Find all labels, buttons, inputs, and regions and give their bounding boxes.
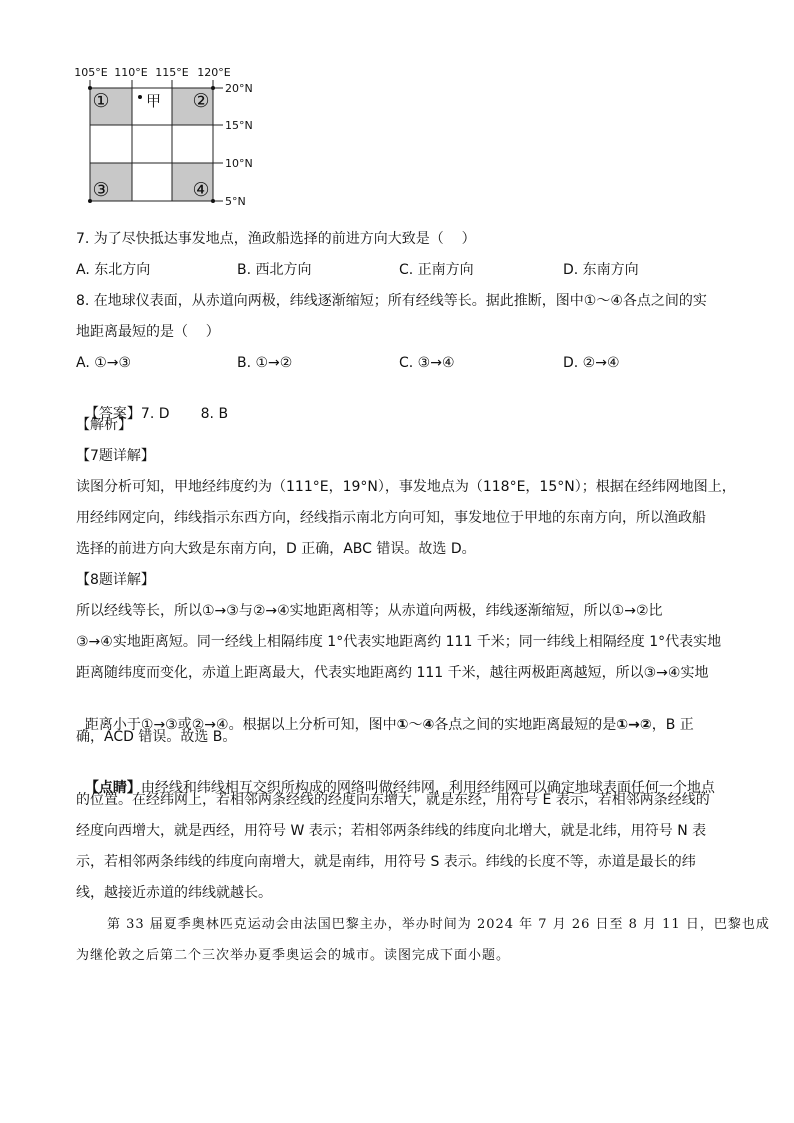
lon-label-105: 105°E bbox=[74, 66, 108, 79]
point-jia-dot bbox=[138, 95, 142, 99]
tip-label: 【点睛】 bbox=[84, 780, 141, 796]
intro-line-2: 为继伦敦之后第二个三次举办夏季奥运会的城市。读图完成下面小题。 bbox=[76, 948, 511, 963]
latitude-labels bbox=[225, 82, 253, 208]
tip-line-5: 线，越接近赤道的纬线就越长。 bbox=[76, 885, 272, 901]
d8-title: 【8题详解】 bbox=[76, 572, 155, 588]
d8-line-4 bbox=[76, 695, 694, 733]
lat-label-10: 10°N bbox=[225, 157, 253, 170]
d8-line-4-bold: ① bbox=[396, 717, 409, 733]
d8-line-4-text: 各点之间的实地距离最短的是 bbox=[434, 717, 617, 733]
tip-line-1 bbox=[76, 758, 715, 796]
d8-line-2: ③→④实地距离短。同一经线上相隔纬度 1°代表实地距离约 111 千米；同一纬线上相隔经度 1°代表实地 bbox=[76, 634, 722, 650]
corner-dot bbox=[211, 199, 215, 203]
tip-line-4: 示，若相邻两条纬线的纬度向南增大，就是南纬，用符号 S 表示。纬线的长度不等，赤道是最长的纬 bbox=[76, 854, 696, 870]
cell-label-3: ③ bbox=[92, 179, 110, 201]
lon-label-115: 115°E bbox=[155, 66, 189, 79]
d7-line-3: 选择的前进方向大致是东南方向，D 正确，ABC 错误。故选 D。 bbox=[76, 541, 476, 557]
d7-title: 【7题详解】 bbox=[76, 448, 155, 464]
lon-label-120: 120°E bbox=[197, 66, 231, 79]
answer-line bbox=[76, 384, 229, 422]
q8-option-d[interactable]: D. ②→④ bbox=[563, 355, 620, 371]
lat-label-15: 15°N bbox=[225, 119, 253, 132]
d8-line-4-bold: ④ bbox=[422, 717, 435, 733]
d7-line-2: 用经纬网定向，纬线指示东西方向，经线指示南北方向可知，事发地位于甲地的东南方向，所以渔政船 bbox=[76, 510, 706, 526]
longitude-labels bbox=[74, 66, 230, 79]
d8-line-1: 所以经线等长，所以①→③与②→④实地距离相等；从赤道向两极，纬线逐渐缩短，所以①→②比 bbox=[76, 603, 663, 619]
q8-option-c[interactable]: C. ③→④ bbox=[399, 355, 455, 371]
lat-label-5: 5°N bbox=[225, 195, 246, 208]
q7-option-d[interactable]: D. 东南方向 bbox=[563, 262, 639, 278]
d8-line-3: 距离随纬度而变化，赤道上距离最大，代表实地距离约 111 千米，越往两极距离越短，所以③→④实地 bbox=[76, 665, 709, 681]
q8-option-a[interactable]: A. ①→③ bbox=[76, 355, 132, 371]
d8-line-5: 确，ACD 错误。故选 B。 bbox=[76, 729, 237, 745]
d8-line-4-bold: ①→② bbox=[616, 717, 652, 733]
q7-option-a[interactable]: A. 东北方向 bbox=[76, 262, 151, 278]
d8-line-4-text: ～ bbox=[408, 717, 423, 733]
lat-label-20: 20°N bbox=[225, 82, 253, 95]
corner-dot bbox=[88, 86, 92, 90]
cell-label-1: ① bbox=[92, 90, 110, 112]
q8-stem-line-1: 8. 在地球仪表面，从赤道向两极，纬线逐渐缩短；所有经线等长。据此推断，图中①～④各点之间的实 bbox=[76, 293, 707, 309]
intro-line-1: 第 33 届夏季奥林匹克运动会由法国巴黎主办，举办时间为 2024 年 7 月 26 日至 8 月 11 日，巴黎也成 bbox=[107, 917, 770, 932]
corner-dot bbox=[211, 86, 215, 90]
q8-option-b[interactable]: B. ①→② bbox=[237, 355, 293, 371]
d8-line-4-text: ，B 正 bbox=[651, 717, 694, 733]
lat-lon-grid-figure bbox=[0, 0, 794, 230]
lon-label-110: 110°E bbox=[114, 66, 148, 79]
q7-option-c[interactable]: C. 正南方向 bbox=[399, 262, 474, 278]
q7-stem: 7. 为了尽快抵达事发地点，渔政船选择的前进方向大致是（ ） bbox=[76, 231, 476, 247]
tip-line-3: 经度向西增大，就是西经，用符号 W 表示；若相邻两条纬线的纬度向北增大，就是北纬，用符号 N 表 bbox=[76, 823, 707, 839]
answer-label: 【答案】 bbox=[84, 406, 141, 422]
answer-text: 7. D 8. B bbox=[140, 406, 229, 422]
q8-stem-line-2: 地距离最短的是（ ） bbox=[76, 324, 220, 340]
d7-line-1: 读图分析可知，甲地经纬度约为（111°E，19°N），事发地点为（118°E，15°N）；根据在经纬网地图上， bbox=[76, 479, 736, 495]
tip-first-text: 由经线和纬线相互交织所构成的网络叫做经纬网，利用经纬网可以确定地球表面任何一个地点 bbox=[140, 780, 715, 796]
corner-dot bbox=[88, 199, 92, 203]
cell-label-4: ④ bbox=[192, 179, 210, 201]
analysis-label: 【解析】 bbox=[76, 417, 132, 433]
tip-line-2: 的位置。在经纬网上，若相邻两条经线的经度向东增大，就是东经，用符号 E 表示，若相邻两条经线的 bbox=[76, 792, 710, 808]
point-jia-label: 甲 bbox=[146, 92, 162, 110]
cell-label-2: ② bbox=[192, 90, 210, 112]
d8-line-4-text: 距离小于①→③或②→④。根据以上分析可知，图中 bbox=[84, 717, 397, 733]
q7-option-b[interactable]: B. 西北方向 bbox=[237, 262, 312, 278]
